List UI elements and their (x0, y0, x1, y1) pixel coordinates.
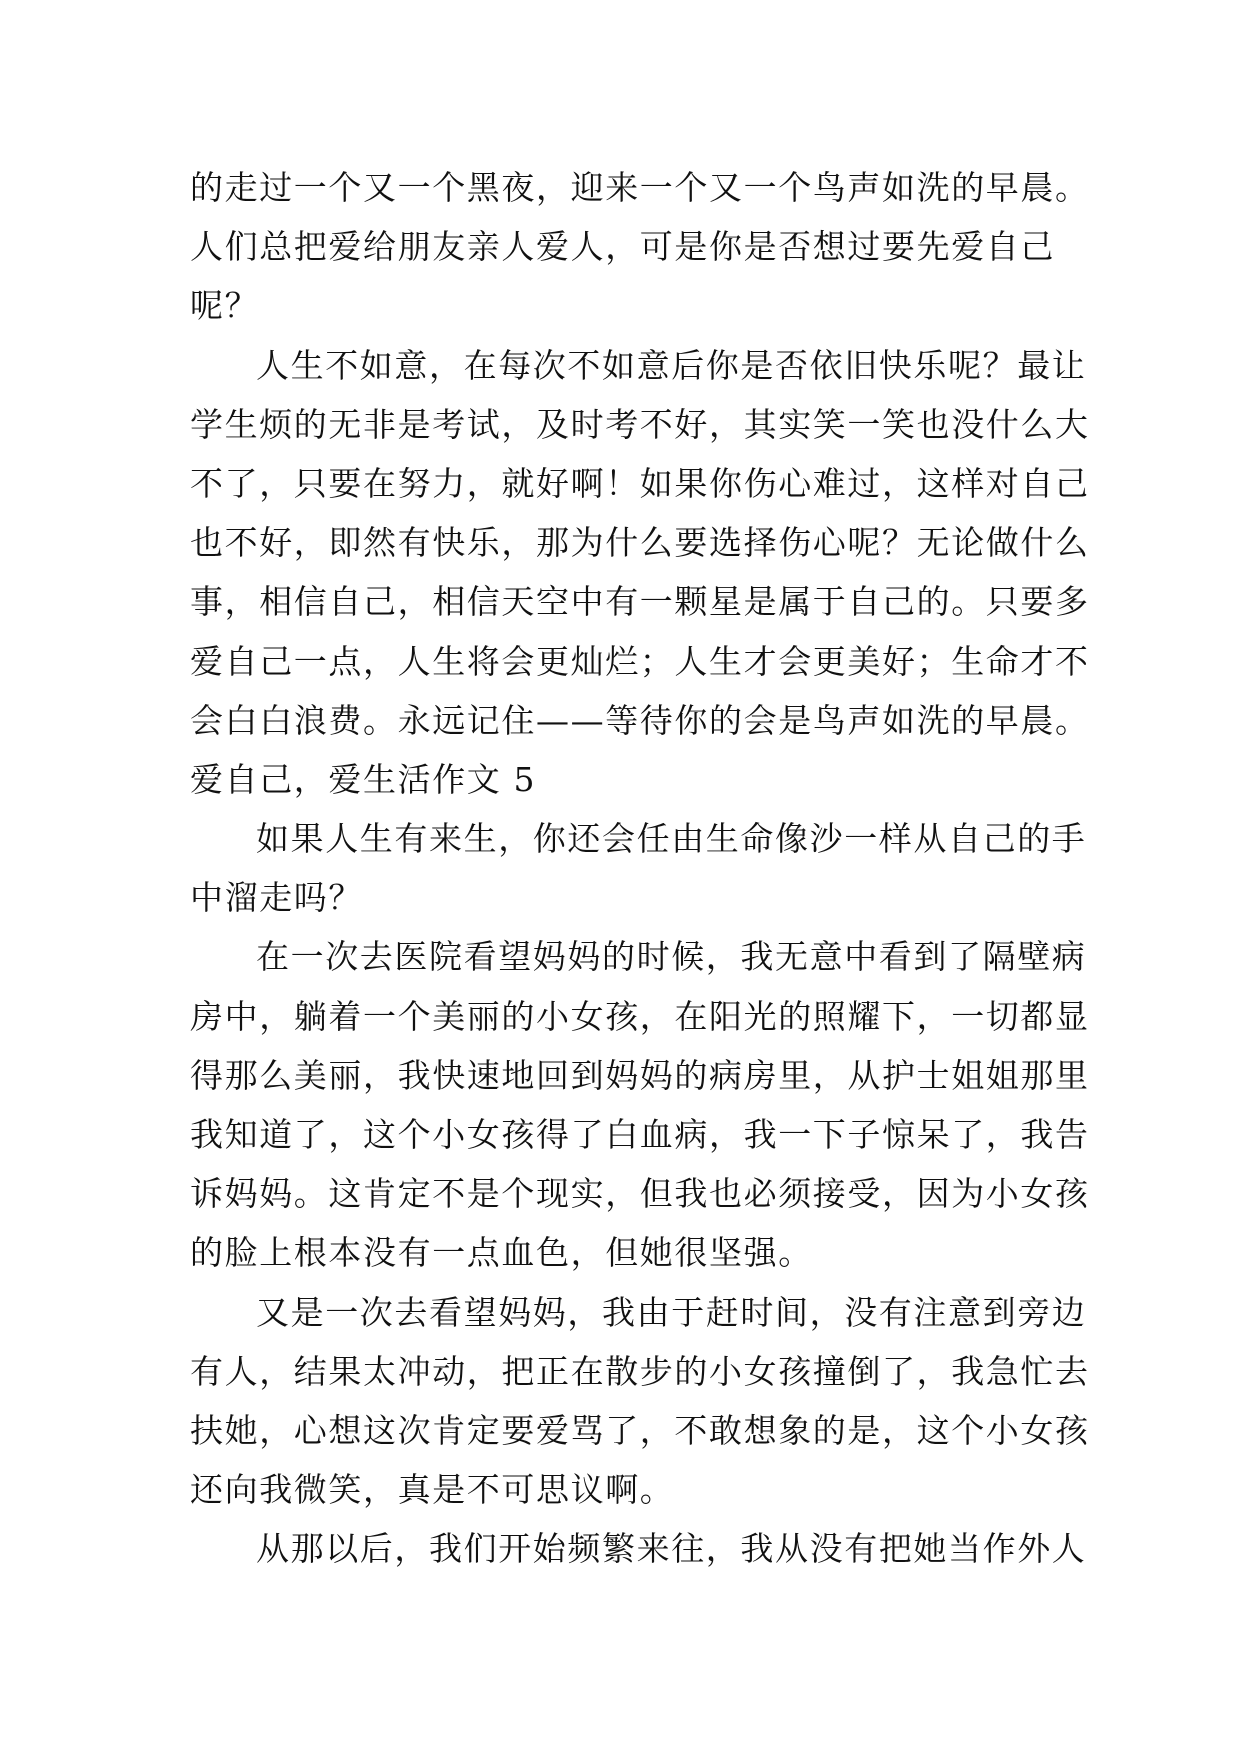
document-body (190, 158, 1090, 1579)
text-line: 还向我微笑，真是不可思议啊。 (190, 1470, 675, 1510)
text-line: 的脸上根本没有一点血色，但她很坚强。 (190, 1233, 813, 1273)
text-line: 房中，躺着一个美丽的小女孩，在阳光的照耀下，一切都显 (190, 996, 1090, 1036)
text-line: 不了，只要在努力，就好啊！如果你伤心难过，这样对自己 (190, 463, 1090, 503)
text-line: 有人，结果太冲动，把正在散步的小女孩撞倒了，我急忙去 (190, 1351, 1090, 1391)
paragraph-start-line: 人生不如意，在每次不如意后你是否依旧快乐呢？最让 (256, 345, 1087, 385)
text-line: 会白白浪费。永远记住——等待你的会是鸟声如洗的早晨。 (190, 700, 1090, 740)
text-line: 得那么美丽，我快速地回到妈妈的病房里，从护士姐姐那里 (190, 1055, 1090, 1095)
text-line: 中溜走吗？ (190, 878, 363, 918)
text-line: 爱自己，爱生活作文 5 (190, 759, 537, 799)
text-line: 也不好，即然有快乐，那为什么要选择伤心呢？无论做什么 (190, 523, 1090, 563)
text-line: 爱自己一点，人生将会更灿烂；人生才会更美好；生命才不 (190, 641, 1090, 681)
text-line: 扶她，心想这次肯定要爱骂了，不敢想象的是，这个小女孩 (190, 1410, 1090, 1450)
document-page (190, 158, 1090, 1579)
paragraph-start-line: 又是一次去看望妈妈，我由于赶时间，没有注意到旁边 (256, 1292, 1087, 1332)
text-line: 事，相信自己，相信天空中有一颗星是属于自己的。只要多 (190, 582, 1090, 622)
paragraph-start-line: 如果人生有来生，你还会任由生命像沙一样从自己的手 (256, 819, 1087, 859)
text-line: 呢？ (190, 286, 260, 326)
text-line: 诉妈妈。这肯定不是个现实，但我也必须接受，因为小女孩 (190, 1174, 1090, 1214)
text-line: 我知道了，这个小女孩得了白血病，我一下子惊呆了，我告 (190, 1115, 1090, 1154)
paragraph-start-line: 从那以后，我们开始频繁来往，我从没有把她当作外人 (256, 1529, 1087, 1569)
text-line: 的走过一个又一个黑夜，迎来一个又一个鸟声如洗的早晨。 (190, 168, 1090, 207)
text-line: 学生烦的无非是考试，及时考不好，其实笑一笑也没什么大 (190, 404, 1090, 444)
paragraph-start-line: 在一次去医院看望妈妈的时候，我无意中看到了隔壁病 (256, 937, 1087, 977)
text-line: 人们总把爱给朋友亲人爱人，可是你是否想过要先爱自己 (190, 227, 1055, 267)
